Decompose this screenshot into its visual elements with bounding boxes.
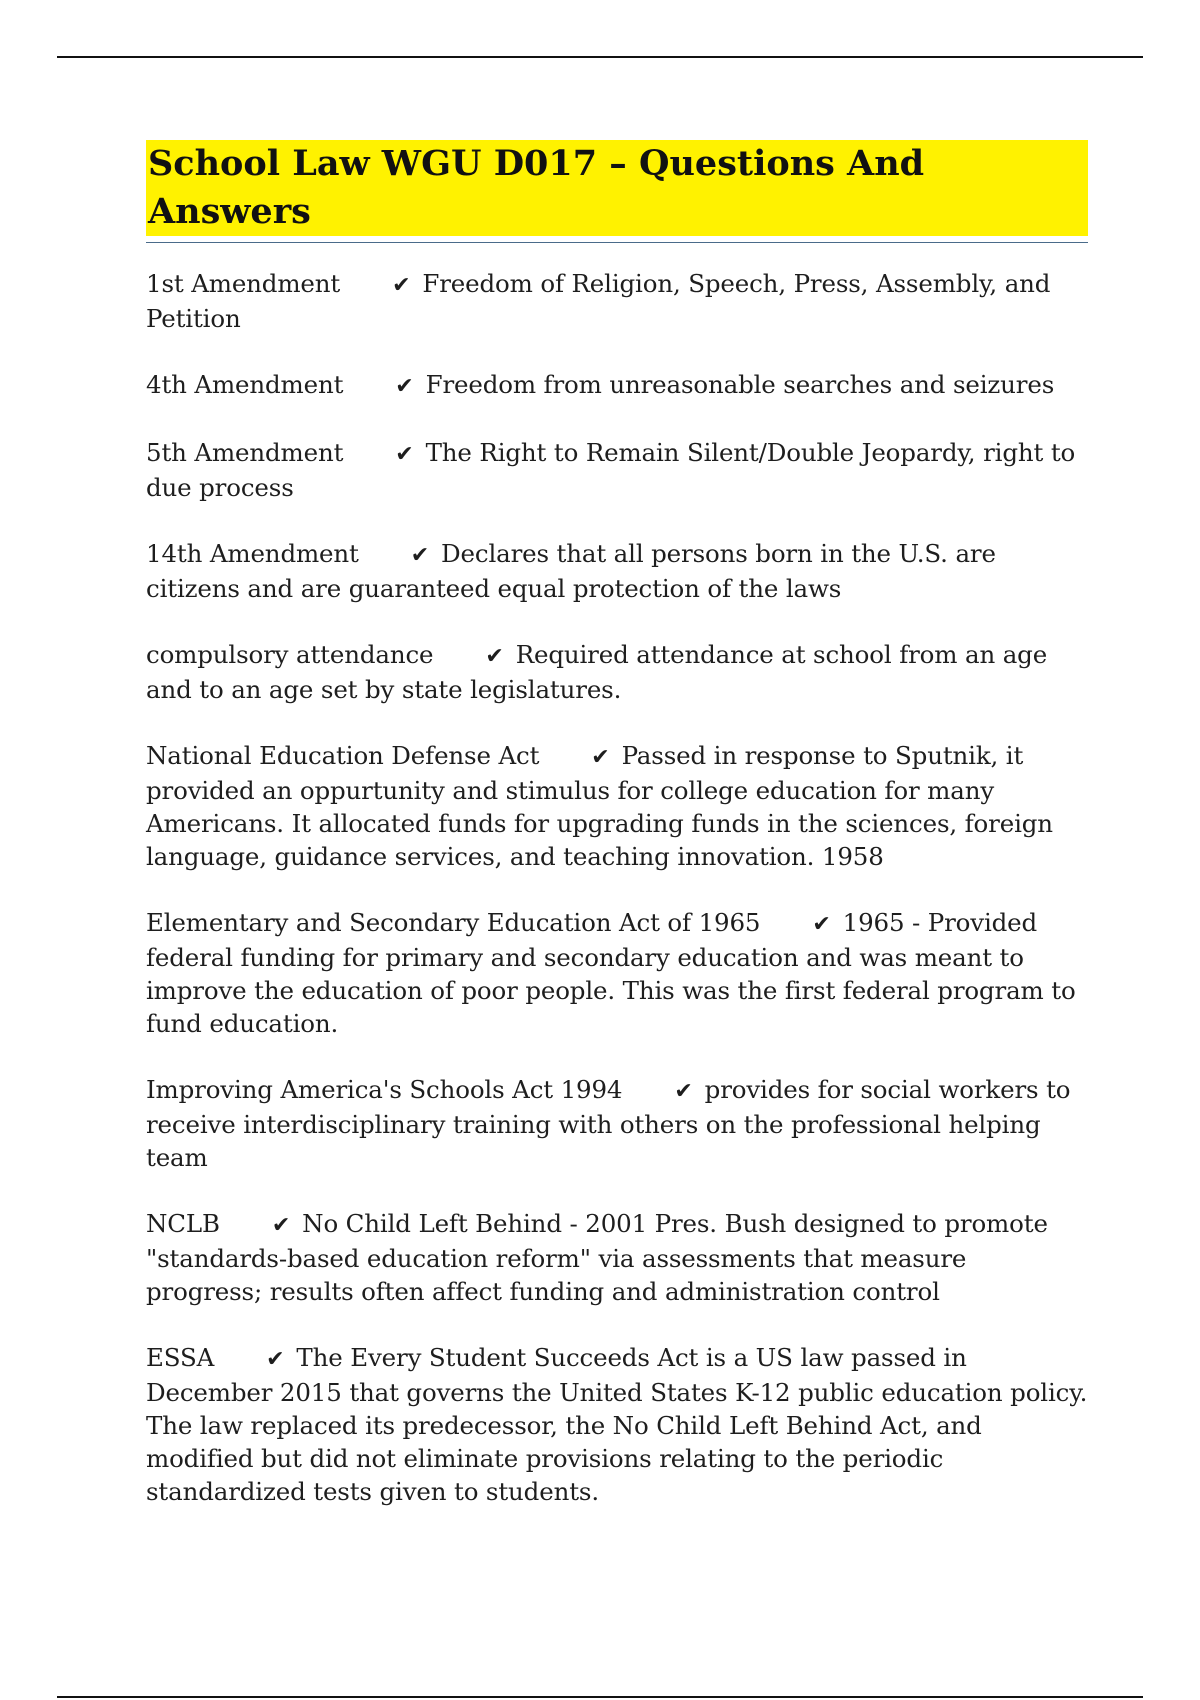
qa-definition: Required attendance at school from an age and to an age set by state legislatures. <box>146 640 1048 704</box>
qa-definition: provides for social workers to receive interdisciplinary training with others on the professional helping team <box>146 1075 1071 1172</box>
qa-item <box>146 1073 1088 1174</box>
qa-item <box>146 436 1088 504</box>
title-block <box>146 140 1088 243</box>
document-body <box>146 140 1088 1541</box>
qa-term: Elementary and Secondary Education Act of 1965 <box>146 908 761 937</box>
document-title: School Law WGU D017 – Questions And Answers <box>146 140 1088 236</box>
check-icon: ✔ <box>591 745 610 770</box>
qa-item <box>146 1341 1088 1508</box>
check-icon: ✔ <box>266 1347 285 1372</box>
qa-definition: Freedom of Religion, Speech, Press, Assembly, and Petition <box>146 269 1051 333</box>
check-icon: ✔ <box>395 442 414 467</box>
qa-item <box>146 1207 1088 1308</box>
qa-term: 5th Amendment <box>146 438 344 467</box>
qa-item <box>146 638 1088 706</box>
qa-term: compulsory attendance <box>146 640 434 669</box>
qa-item <box>146 906 1088 1040</box>
qa-term: National Education Defense Act <box>146 741 540 770</box>
qa-term: ESSA <box>146 1343 215 1372</box>
qa-term: 4th Amendment <box>146 370 344 399</box>
check-icon: ✔ <box>410 543 430 568</box>
check-icon: ✔ <box>485 644 504 669</box>
qa-term: 14th Amendment <box>146 539 359 568</box>
qa-definition: Declares that all persons born in the U.S. are citizens and are guaranteed equal protection of the laws <box>146 539 996 603</box>
qa-item <box>146 267 1088 335</box>
qa-term: NCLB <box>146 1209 220 1238</box>
top-rule <box>57 56 1143 58</box>
qa-definition: No Child Left Behind - 2001 Pres. Bush designed to promote "standards-based education reform" via assessments that measure progress; results often affect funding and administration control <box>146 1209 1048 1306</box>
check-icon: ✔ <box>812 912 831 937</box>
qa-term: Improving America's Schools Act 1994 <box>146 1075 623 1104</box>
qa-item <box>146 368 1088 403</box>
check-icon: ✔ <box>395 374 414 399</box>
qa-item <box>146 739 1088 873</box>
qa-definition: Passed in response to Sputnik, it provided an oppurtunity and stimulus for college education for many Americans. It allocated funds for upgrading funds in the sciences, foreign language, guidance services, and teaching innovation. 1958 <box>146 741 1053 871</box>
check-icon: ✔ <box>674 1079 693 1104</box>
qa-definition: The Every Student Succeeds Act is a US law passed in December 2015 that governs the United States K-12 public education policy. The law replaced its predecessor, the No Child Left Behind Act, and modified but did not eliminate provisions relating to the periodic standardized tests given to students. <box>146 1343 1088 1506</box>
check-icon: ✔ <box>392 273 411 298</box>
qa-definition: 1965 - Provided federal funding for primary and secondary education and was meant to improve the education of poor people. This was the first federal program to fund education. <box>146 908 1076 1038</box>
qa-item <box>146 537 1088 605</box>
bottom-rule <box>57 1696 1143 1698</box>
qa-term: 1st Amendment <box>146 269 341 298</box>
check-icon: ✔ <box>271 1213 291 1238</box>
qa-definition: The Right to Remain Silent/Double Jeopardy, right to due process <box>146 438 1076 502</box>
qa-definition: Freedom from unreasonable searches and seizures <box>425 370 1055 399</box>
